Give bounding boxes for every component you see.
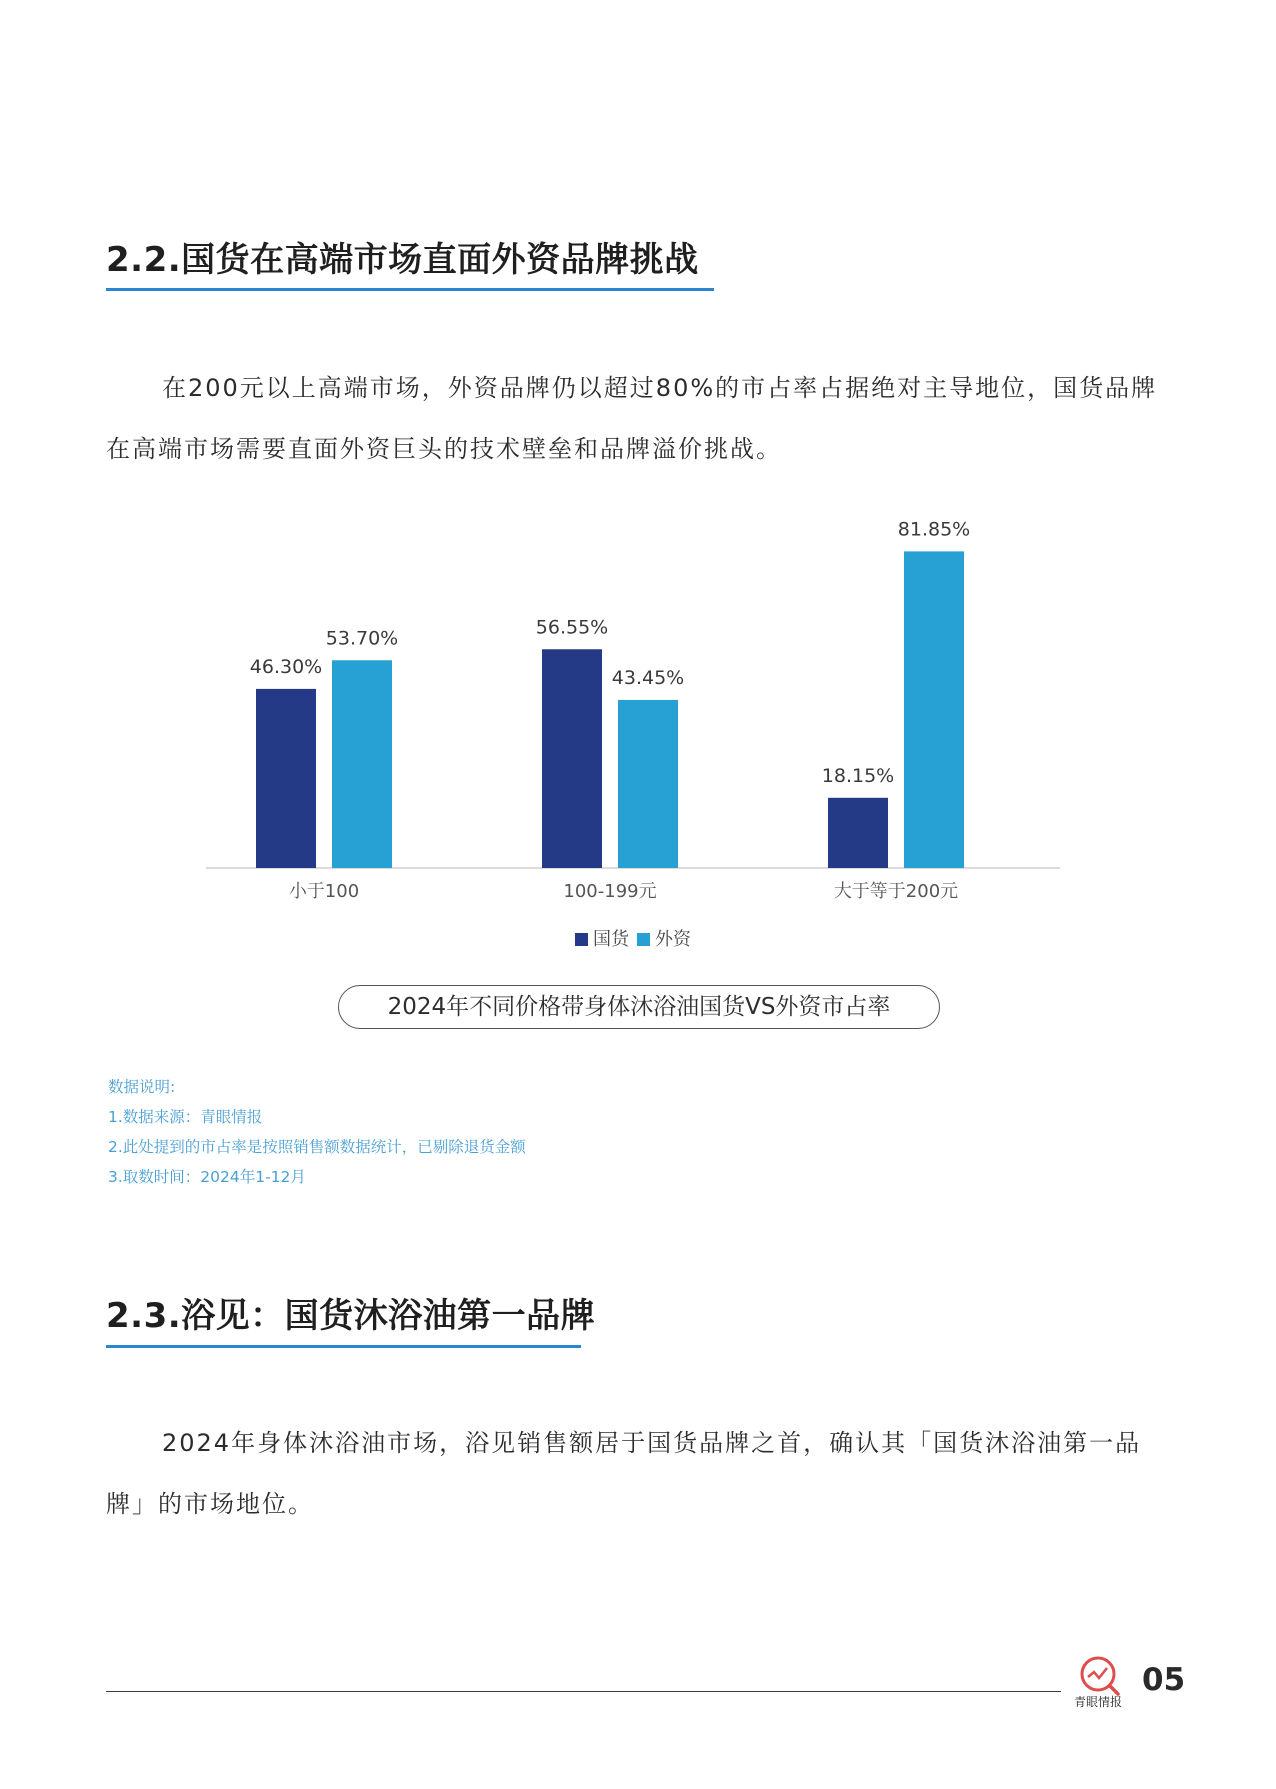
bar-chart <box>180 470 1080 970</box>
footer-divider <box>106 1691 1061 1692</box>
chart-caption: 2024年不同价格带身体沐浴油国货VS外资市占率 <box>338 985 940 1029</box>
section-title-2-2: 2.2.国货在高端市场直面外资品牌挑战 <box>106 240 699 280</box>
section-title-2-3: 2.3.浴见：国货沐浴油第一品牌 <box>106 1296 596 1336</box>
x-tick-label: 小于100 <box>288 881 360 902</box>
bar-domestic <box>542 649 602 868</box>
data-label: 53.70% <box>325 627 399 650</box>
chart-canvas <box>180 470 1080 970</box>
data-label: 46.30% <box>249 655 323 678</box>
legend-label: 外资 <box>655 929 691 950</box>
legend-label: 国货 <box>593 929 629 950</box>
x-tick-label: 100-199元 <box>563 881 657 902</box>
notes-line: 1.数据来源：青眼情报 <box>108 1108 263 1126</box>
notes-line: 3.取数时间：2024年1-12月 <box>108 1168 306 1186</box>
bar-domestic <box>828 798 888 868</box>
notes-line: 2.此处提到的市占率是按照销售额数据统计，已剔除退货金额 <box>108 1138 526 1156</box>
page-number: 05 <box>1142 1662 1186 1698</box>
title-underline <box>106 288 714 291</box>
bar-foreign <box>904 551 964 868</box>
data-label: 56.55% <box>535 616 609 639</box>
legend-swatch <box>637 933 650 946</box>
brand-logo-text: 青眼情报 <box>1073 1695 1122 1709</box>
data-notes <box>108 1072 526 1192</box>
data-label: 81.85% <box>897 518 971 541</box>
bar-domestic <box>256 689 316 868</box>
section-paragraph: 在200元以上高端市场，外资品牌仍以超过80%的市占率占据绝对主导地位，国货品牌在高端市场需要直面外资巨头的技术壁垒和品牌溢价挑战。 <box>106 374 1158 463</box>
bar-foreign <box>618 700 678 868</box>
data-label: 18.15% <box>821 764 895 787</box>
notes-heading: 数据说明: <box>108 1078 176 1096</box>
section-paragraph: 2024年身体沐浴油市场，浴见销售额居于国货品牌之首，确认其「国货沐浴油第一品牌」的市场地位。 <box>106 1429 1142 1518</box>
bar-foreign <box>332 660 392 868</box>
title-underline <box>106 1345 581 1348</box>
data-label: 43.45% <box>611 666 685 689</box>
legend-swatch <box>575 933 588 946</box>
x-tick-label: 大于等于200元 <box>833 881 959 902</box>
